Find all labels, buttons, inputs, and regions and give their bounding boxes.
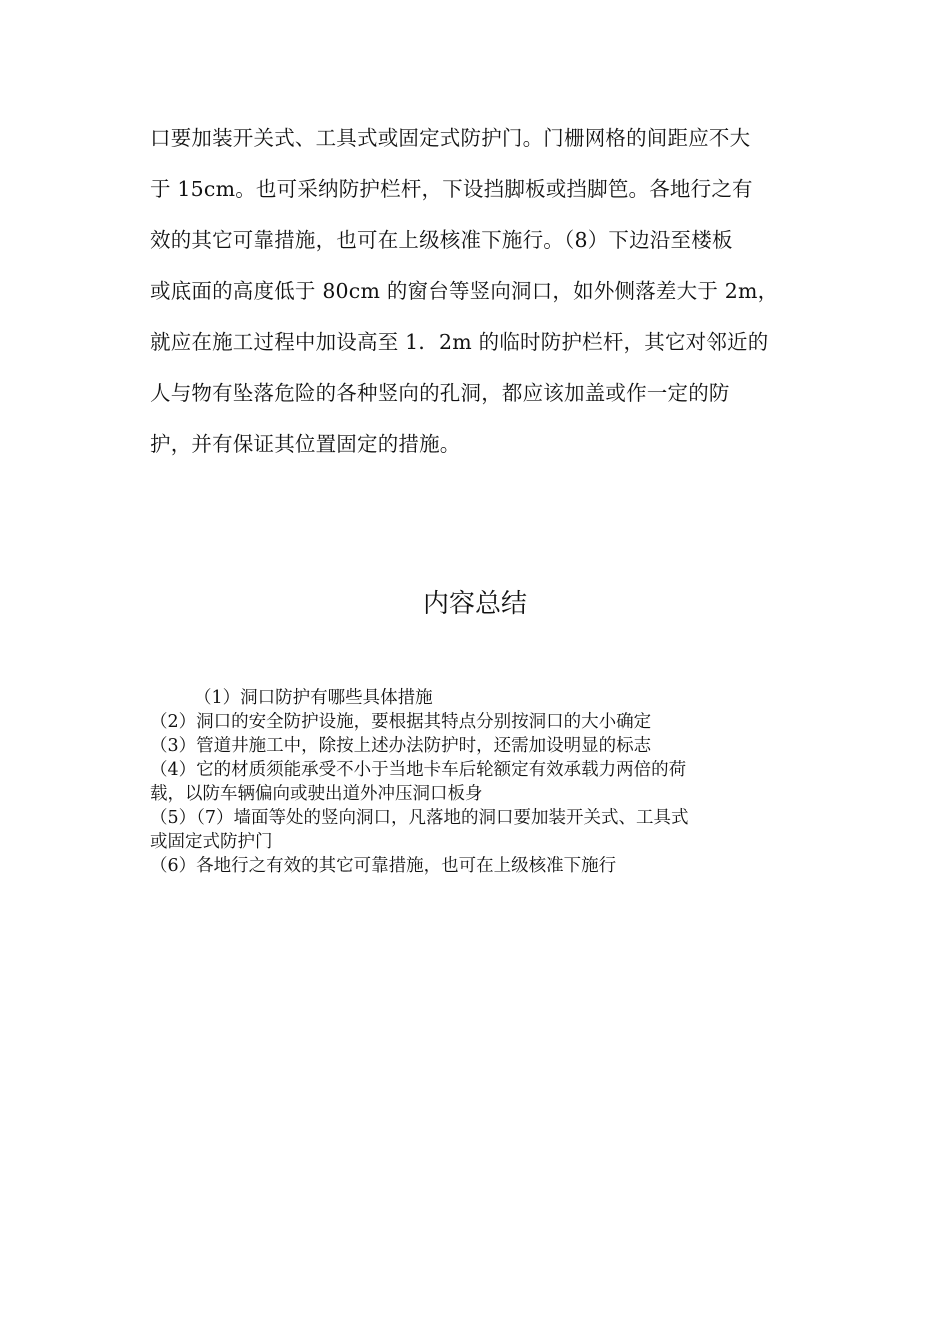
summary-item-continuation: 载，以防车辆偏向或驶出道外冲压洞口板身 bbox=[150, 784, 483, 804]
body-line: 于 15cm。也可采纳防护栏杆，下设挡脚板或挡脚笆。各地行之有 bbox=[150, 177, 753, 201]
body-line: 口要加装开关式、工具式或固定式防护门。门栅网格的间距应不大 bbox=[150, 126, 751, 150]
summary-list bbox=[150, 686, 810, 878]
summary-item-continuation: 或固定式防护门 bbox=[150, 832, 273, 852]
body-paragraph bbox=[150, 118, 810, 475]
summary-item: （4）它的材质须能承受不小于当地卡车后轮额定有效承载力两倍的荷 bbox=[150, 760, 687, 780]
summary-item: （1）洞口防护有哪些具体措施 bbox=[194, 688, 433, 708]
body-line: 就应在施工过程中加设高至 1．2m 的临时防护栏杆，其它对邻近的 bbox=[150, 330, 769, 354]
body-line: 人与物有坠落危险的各种竖向的孔洞，都应该加盖或作一定的防 bbox=[150, 381, 730, 405]
summary-item: （5）（7）墙面等处的竖向洞口，凡落地的洞口要加装开关式、工具式 bbox=[150, 808, 689, 828]
summary-title: 内容总结 bbox=[422, 589, 527, 619]
body-line: 效的其它可靠措施，也可在上级核准下施行。（8）下边沿至楼板 bbox=[150, 228, 733, 252]
body-line: 护，并有保证其位置固定的措施。 bbox=[150, 432, 461, 456]
summary-item: （2）洞口的安全防护设施，要根据其特点分别按洞口的大小确定 bbox=[150, 712, 652, 732]
summary-item: （3）管道井施工中，除按上述办法防护时，还需加设明显的标志 bbox=[150, 736, 652, 756]
summary-item: （6）各地行之有效的其它可靠措施，也可在上级核准下施行 bbox=[150, 856, 617, 876]
body-line: 或底面的高度低于 80cm 的窗台等竖向洞口，如外侧落差大于 2m， bbox=[150, 279, 779, 303]
